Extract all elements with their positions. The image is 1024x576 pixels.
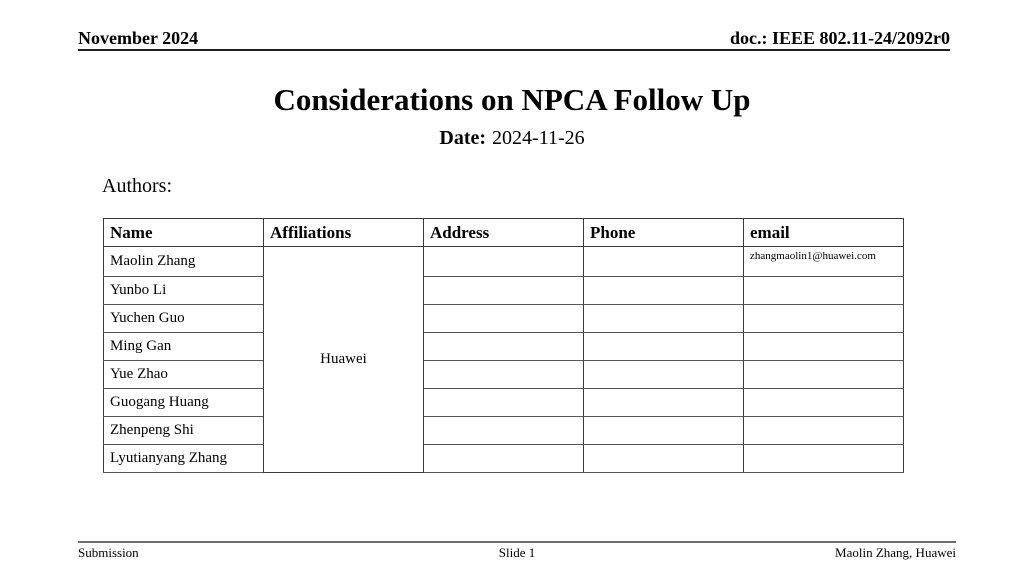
slide-title: Considerations on NPCA Follow Up xyxy=(273,82,751,117)
author-name-cell: Zhenpeng Shi xyxy=(104,417,264,445)
authors-table xyxy=(103,218,904,473)
phone-cell xyxy=(584,445,744,473)
footer-rule xyxy=(78,541,956,543)
table-row xyxy=(104,361,904,389)
header-rule xyxy=(78,49,950,51)
footer-author: Maolin Zhang, Huawei xyxy=(835,545,956,560)
email-cell xyxy=(744,277,904,305)
date-label: Date: xyxy=(439,127,487,149)
address-cell xyxy=(424,305,584,333)
author-name-cell: Lyutianyang Zhang xyxy=(104,445,264,473)
author-name-cell: Guogang Huang xyxy=(104,389,264,417)
email-cell xyxy=(744,333,904,361)
email-cell xyxy=(744,361,904,389)
phone-cell xyxy=(584,277,744,305)
phone-cell xyxy=(584,333,744,361)
phone-cell xyxy=(584,361,744,389)
table-row xyxy=(104,417,904,445)
header-doc-number: doc.: IEEE 802.11-24/2092r0 xyxy=(729,28,950,48)
author-name-cell: Ming Gan xyxy=(104,333,264,361)
col-header-phone: Phone xyxy=(584,219,744,247)
phone-cell xyxy=(584,305,744,333)
footer-submission: Submission xyxy=(78,545,139,560)
phone-cell xyxy=(584,389,744,417)
address-cell xyxy=(424,333,584,361)
col-header-name: Name xyxy=(104,219,264,247)
email-cell: zhangmaolin1@huawei.com xyxy=(744,247,904,277)
phone-cell xyxy=(584,417,744,445)
affiliation-cell: Huawei xyxy=(264,247,424,473)
date-line xyxy=(0,127,1024,150)
address-cell xyxy=(424,417,584,445)
address-cell xyxy=(424,361,584,389)
footer-slide-number: Slide 1 xyxy=(498,545,536,560)
table-header-row xyxy=(104,219,904,247)
address-cell xyxy=(424,247,584,277)
author-name-cell: Yunbo Li xyxy=(104,277,264,305)
table-row xyxy=(104,389,904,417)
email-cell xyxy=(744,445,904,473)
col-header-affiliations: Affiliations xyxy=(264,219,424,247)
date-value: 2024-11-26 xyxy=(492,127,585,149)
email-cell xyxy=(744,389,904,417)
phone-cell xyxy=(584,247,744,277)
author-name-cell: Yuchen Guo xyxy=(104,305,264,333)
author-name-cell: Yue Zhao xyxy=(104,361,264,389)
table-row xyxy=(104,445,904,473)
authors-label: Authors: xyxy=(102,175,172,197)
address-cell xyxy=(424,445,584,473)
col-header-address: Address xyxy=(424,219,584,247)
email-cell xyxy=(744,305,904,333)
email-cell xyxy=(744,417,904,445)
header-date: November 2024 xyxy=(78,28,199,48)
table-row xyxy=(104,277,904,305)
table-row xyxy=(104,247,904,277)
table-row xyxy=(104,333,904,361)
author-name-cell: Maolin Zhang xyxy=(104,247,264,277)
address-cell xyxy=(424,277,584,305)
col-header-email: email xyxy=(744,219,904,247)
address-cell xyxy=(424,389,584,417)
table-row xyxy=(104,305,904,333)
